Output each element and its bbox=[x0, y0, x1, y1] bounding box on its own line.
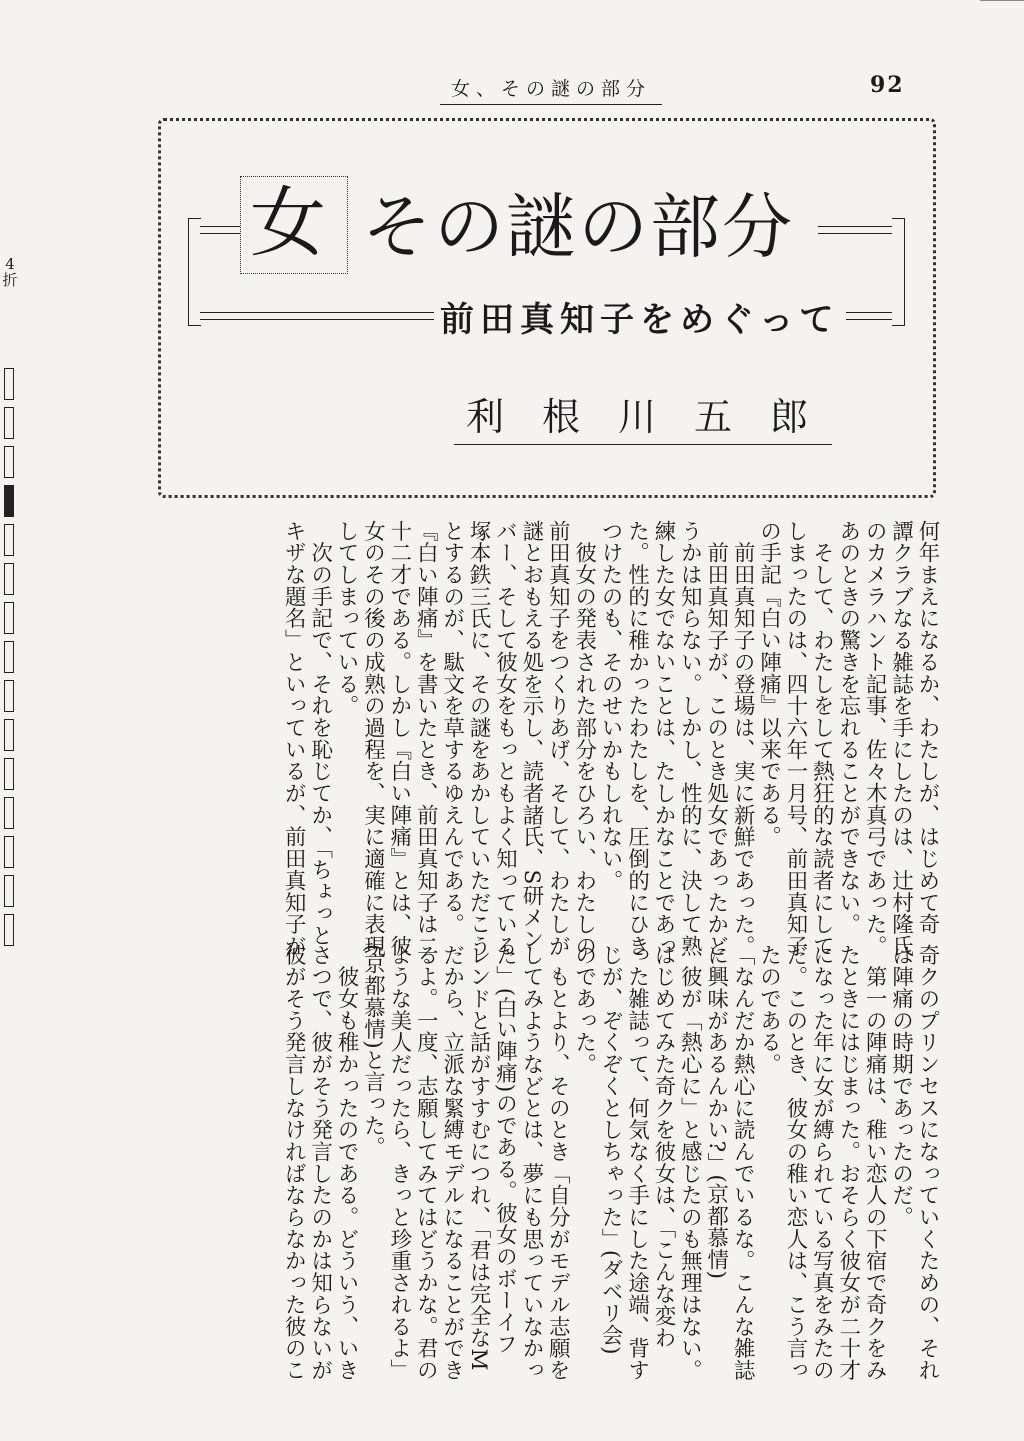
subtitle: 前田真知子をめぐって bbox=[434, 298, 845, 342]
edge-tab bbox=[4, 875, 14, 907]
title-bracket-left bbox=[188, 218, 201, 326]
edge-tab-active bbox=[4, 485, 14, 517]
edge-tab bbox=[4, 602, 14, 634]
edge-tab bbox=[4, 563, 14, 595]
edge-tab bbox=[4, 836, 14, 868]
edge-tab bbox=[4, 914, 14, 946]
author-name: 利根川五郎 bbox=[466, 395, 847, 439]
body-text-upper: 何年まえになるか、わたしが、はじめて奇 譚クラブなる雑誌を手にしたのは、辻村隆氏 のカメラハント記事、佐々木真弓であった。 あのときの驚きを忘れることができない。 そして、わたしをして熱狂的な読者にして しまったのは、四十六年一月号、前田真知子 の手記『白い陣痛』以来である。 前田真知子の登場は、実に新鮮であった。 前田真知子が、このとき処女であったかど うかは知らない。しかし、性的に、決して熟 練した女でないことは、たしかなことであっ た。性的に稚かったわたしを、圧倒的にひき つけたのも、そのせいかもしれない。 彼女の発表された部分をひろい、わたしの 前田真知子をつくりあげ、そして、わたしが 謎とおもえる処を示し、読者諸氏、S研メン バー、そして彼女をもっともよく知っている 塚本鉄三氏に、その謎をあかしていただこう とするのが、駄文を草するゆえんである。 『白い陣痛』を書いたとき、前田真知子は二 十二才である。しかし『白い陣痛』とは、彼 女のその後の成熟の過程を、実に適確に表現 してしまっている。 次の手記で、それを恥じてか、「ちょっと キザな題名」といっているが、前田真知子が bbox=[281, 520, 940, 957]
title-rule-left bbox=[200, 226, 240, 234]
body-text-lower: 奇クのプリンセスになっていくための、それ は陣痛の時期であったのだ。 第一の陣痛は、稚い恋人の下宿で奇クをみ たときにはじまった。おそらく彼女が二十才 になった年に女が縛られている写真をみたの だ。このとき、彼女の稚い恋人は、こう言っ たのである。 「なんだか熱心に読んでいるな。こんな雑誌 に興味があるんかい?」(京都慕情) 彼が「熱心に」と感じたのも無理はない。 はじめてみた奇クを彼女は、「こんな変わ った雑誌って、何気なく手にした途端、背す じが、ぞくぞくとしちゃった」(ダベリ会) のであった。 もとより、そのとき「自分がモデル志願を してみようなどとは、夢にも思っていなかっ た」(白い陣痛)のである。彼女のボーイフ レンドと話がすすむにつれ、「君は完全なM だから、立派な緊縛モデルになることができ るよ。一度、志願してみてはどうかな。君の ような美人だったら、きっと珍重されるよ」 (京都慕情)と言った。 彼女も稚かったのである。どういう、いき さつで、彼がそう発言したのかは知らないが 彼がそう発言しなければならなかった彼のこ bbox=[281, 944, 940, 1381]
edge-tab bbox=[4, 407, 14, 439]
title-initial: 女 bbox=[250, 178, 326, 267]
running-head: 女、その謎の部分 bbox=[440, 74, 662, 105]
edge-tab bbox=[4, 368, 14, 400]
edge-tab bbox=[4, 680, 14, 712]
edge-index-tabs bbox=[4, 368, 18, 953]
title: その謎の部分 bbox=[362, 186, 794, 268]
page-number: 92 bbox=[870, 72, 905, 98]
edge-tab bbox=[4, 524, 14, 556]
edge-rule bbox=[980, 0, 1024, 1]
title-bracket-right bbox=[892, 218, 905, 326]
edge-tab bbox=[4, 797, 14, 829]
subtitle-rule-right bbox=[846, 312, 892, 320]
margin-fold-mark: 4 折 bbox=[2, 255, 18, 289]
edge-tab bbox=[4, 641, 14, 673]
author-rule bbox=[454, 444, 832, 445]
title-rule-right bbox=[818, 226, 892, 234]
edge-tab bbox=[4, 719, 14, 751]
subtitle-rule-left bbox=[200, 312, 434, 320]
edge-tab bbox=[4, 758, 14, 790]
edge-tab bbox=[4, 446, 14, 478]
